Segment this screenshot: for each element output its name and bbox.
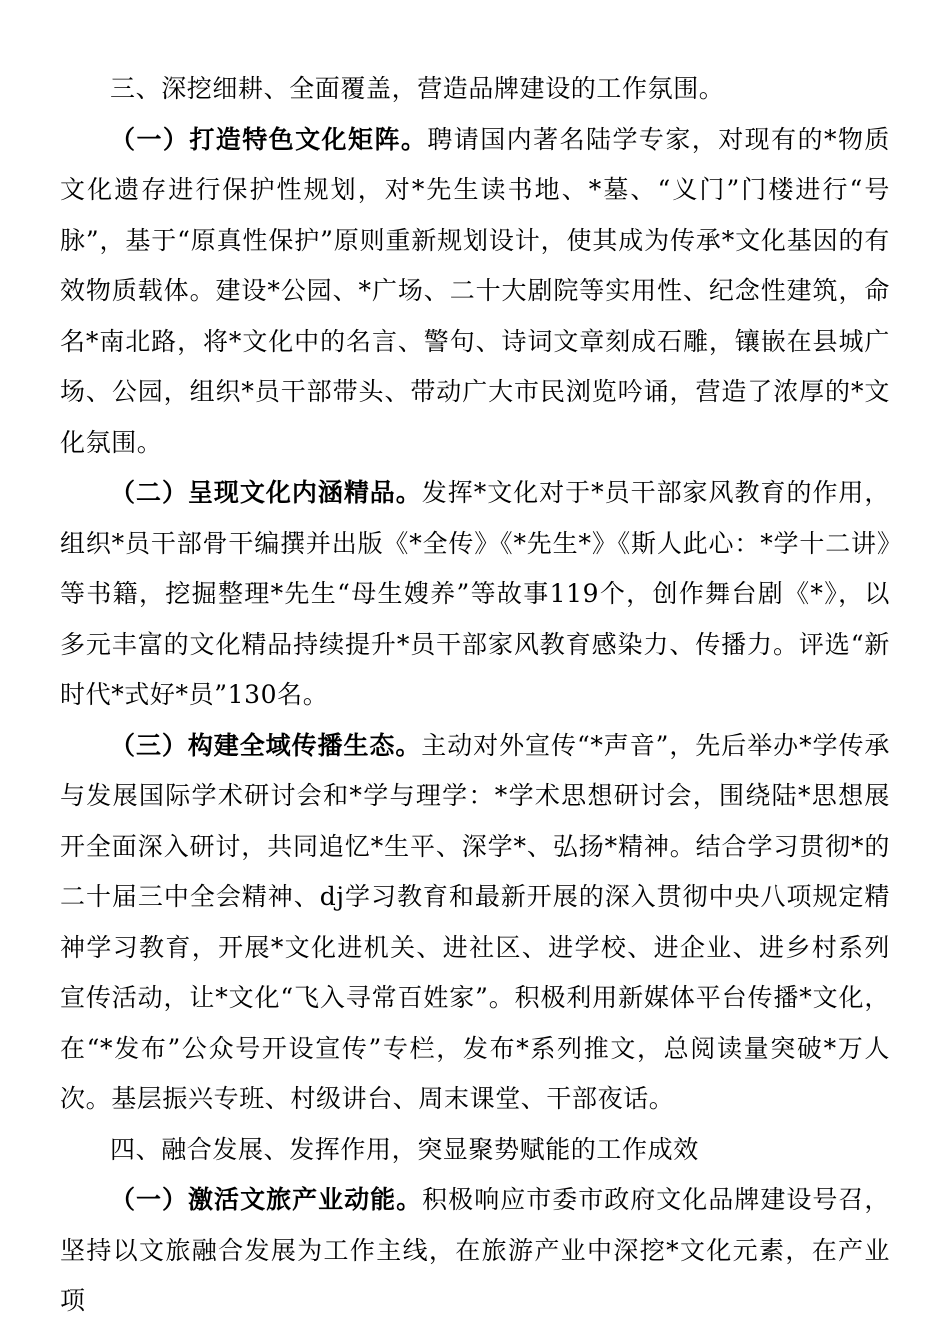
section-heading: 四、融合发展、发挥作用，突显聚势赋能的工作成效 [110, 1134, 699, 1164]
paragraph-text: 主动对外宣传“*声音”，先后举办*学传承与发展国际学术研讨会和*学与理学：*学术思想研讨会，围绕陆*思想展开全面深入研讨，共同追忆*生平、深学*、弘扬*精神。结合学习贯彻*的二十届三中全会精神、dj学习教育和最新开展的深入贯彻中央八项规定精神学习教育，开展*文化进机关、进社区、进学校、进企业、进乡村系列宣传活动，让*文化“飞入寻常百姓家”。积极利用新媒体平台传播*文化，在“*发布”公众号开设宣传”专栏，发布*系列推文，总阅读量突破*万人次。基层振兴专班、村级讲台、周末课堂、干部夜话。 [60, 730, 890, 1113]
paragraph-text: 积极响应市委市政府文化品牌建设号召，坚持以文旅融合发展为工作主线，在旅游产业中深挖*文化元素，在产业项 [60, 1185, 890, 1315]
paragraph [60, 721, 890, 1125]
section-heading: 三、深挖细耕、全面覆盖，营造品牌建设的工作氛围。 [110, 74, 725, 103]
paragraph [60, 1175, 890, 1327]
paragraph [60, 468, 890, 721]
paragraph-lead: （二）呈现文化内涵精品。 [110, 478, 422, 507]
paragraph-lead: （一）激活文旅产业动能。 [110, 1185, 423, 1214]
paragraph-lead: （三）构建全域传播生态。 [110, 730, 422, 760]
paragraph-text: 聘请国内著名陆学专家，对现有的*物质文化遗存进行保护性规划，对*先生读书地、*墓、“义门”门楼进行“号脉”，基于“原真性保护”原则重新规划设计，使其成为传承*文化基因的有效物质载体。建设*公园、*广场、二十大剧院等实用性、纪念性建筑，命名*南北路，将*文化中的名言、警句、诗词文章刻成石雕，镶嵌在县城广场、公园，组织*员干部带头、带动广大市民浏览吟诵，营造了浓厚的*文化氛围。 [60, 124, 890, 457]
paragraph-text: 发挥*文化对于*员干部家风教育的作用，组织*员干部骨干编撰并出版《*全传》《*先生*》《斯人此心：*学十二讲》等书籍，挖掘整理*先生“母生嫂养”等故事119个，创作舞台剧《*》，以多元丰富的文化精品持续提升*员干部家风教育感染力、传播力。评选“新时代*式好*员”130名。 [60, 478, 891, 709]
paragraph-lead: （一）打造特色文化矩阵。 [110, 124, 428, 154]
paragraph [60, 115, 890, 469]
